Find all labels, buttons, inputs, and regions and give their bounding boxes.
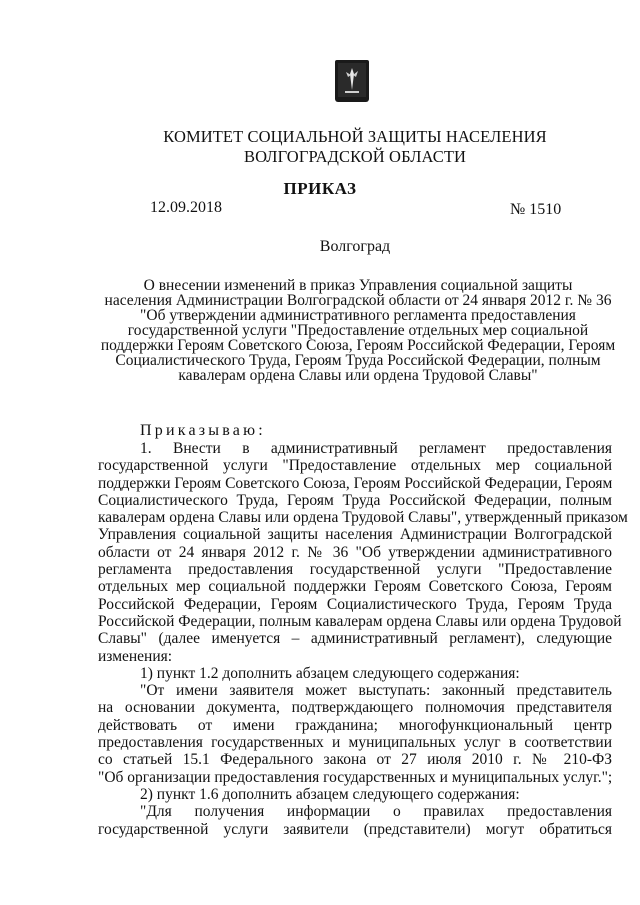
quote-line: со статьей 15.1 Федерального закона от 27 июля 2010 г. № 210-ФЗ	[98, 751, 612, 769]
subject-line: поддержки Героям Советского Союза, Героям Российской Федерации, Героям	[100, 337, 616, 354]
paragraph-line: поддержки Героям Советского Союза, Героям Российской Федерации, Героям	[98, 474, 613, 492]
paragraph-line: Российской Федерации, полным кавалерам ордена Славы или ордена Трудовой	[98, 612, 622, 630]
document-type: ПРИКАЗ	[283, 179, 357, 198]
paragraph-line: изменения:	[98, 647, 173, 665]
quote-line: действовать от имени гражданина; многофункциональный центр	[98, 716, 612, 734]
document-subject	[98, 278, 618, 383]
coat-of-arms-emblem	[335, 60, 369, 102]
paragraph-line: Социалистического Труда, Героям Труда Российской Федерации, полным	[98, 491, 612, 509]
paragraph-line: государственной услуги "Предоставление отдельных мер социальной	[98, 457, 612, 475]
coat-of-arms-icon	[335, 60, 369, 102]
subject-line: О внесении изменений в приказ Управления социальной защиты	[143, 277, 573, 294]
paragraph-line: отдельных мер социальной поддержки Героям Советского Союза, Героям	[98, 578, 612, 596]
paragraph-line: Славы" (далее именуется – административный регламент), следующие	[98, 630, 612, 648]
document-body	[98, 440, 628, 838]
document-number: № 1510	[510, 201, 562, 218]
document-city: Волгоград	[319, 238, 391, 255]
subject-line: Социалистического Труда, Героям Труда Российской Федерации, полным	[115, 352, 601, 369]
org-name-line2: ВОЛГОГРАДСКОЙ ОБЛАСТИ	[243, 147, 467, 166]
subject-line: "Об утверждении административного регламента предоставления	[140, 307, 576, 324]
subject-line: кавалерам ордена Славы или ордена Трудовой Славы"	[178, 367, 538, 384]
quote-line: на основании документа, подтверждающего полномочия представителя	[98, 699, 612, 717]
order-word: Приказываю:	[140, 422, 266, 439]
subject-line: населения Администрации Волгоградской области от 24 января 2012 г. № 36	[104, 292, 612, 309]
list-item-2: 2) пункт 1.6 дополнить абзацем следующего содержания:	[140, 785, 520, 803]
paragraph-line: кавалерам ордена Славы или ордена Трудовой Славы", утвержденный приказом	[98, 509, 628, 527]
paragraph-line: Российской Федерации, Героям Социалистического Труда, Героям Труда	[98, 595, 612, 613]
quote-line: "Об организации предоставления государственных и муниципальных услуг.";	[98, 768, 613, 786]
org-name-line1: КОМИТЕТ СОЦИАЛЬНОЙ ЗАЩИТЫ НАСЕЛЕНИЯ	[163, 127, 547, 146]
paragraph-line: 1. Внести в административный регламент предоставления	[140, 440, 612, 457]
list-item-1: 1) пункт 1.2 дополнить абзацем следующего содержания:	[140, 664, 520, 682]
quote-line: государственной услуги заявители (представители) могут обратиться	[98, 820, 612, 838]
subject-line: государственной услуги "Предоставление отдельных мер социальной	[127, 322, 589, 339]
document-date: 12.09.2018	[150, 199, 222, 216]
quote-line: "От имени заявителя может выступать: законный представитель	[140, 682, 612, 700]
paragraph-line: регламента предоставления государственной услуги "Предоставление	[98, 561, 612, 579]
quote-line: предоставления государственных и муниципальных услуг в соответствии	[98, 734, 612, 752]
paragraph-line: Управления социальной защиты населения Администрации Волгоградской	[98, 526, 612, 544]
paragraph-line: области от 24 января 2012 г. № 36 "Об утверждении административного	[98, 543, 612, 561]
quote-line: "Для получения информации о правилах предоставления	[140, 803, 612, 821]
